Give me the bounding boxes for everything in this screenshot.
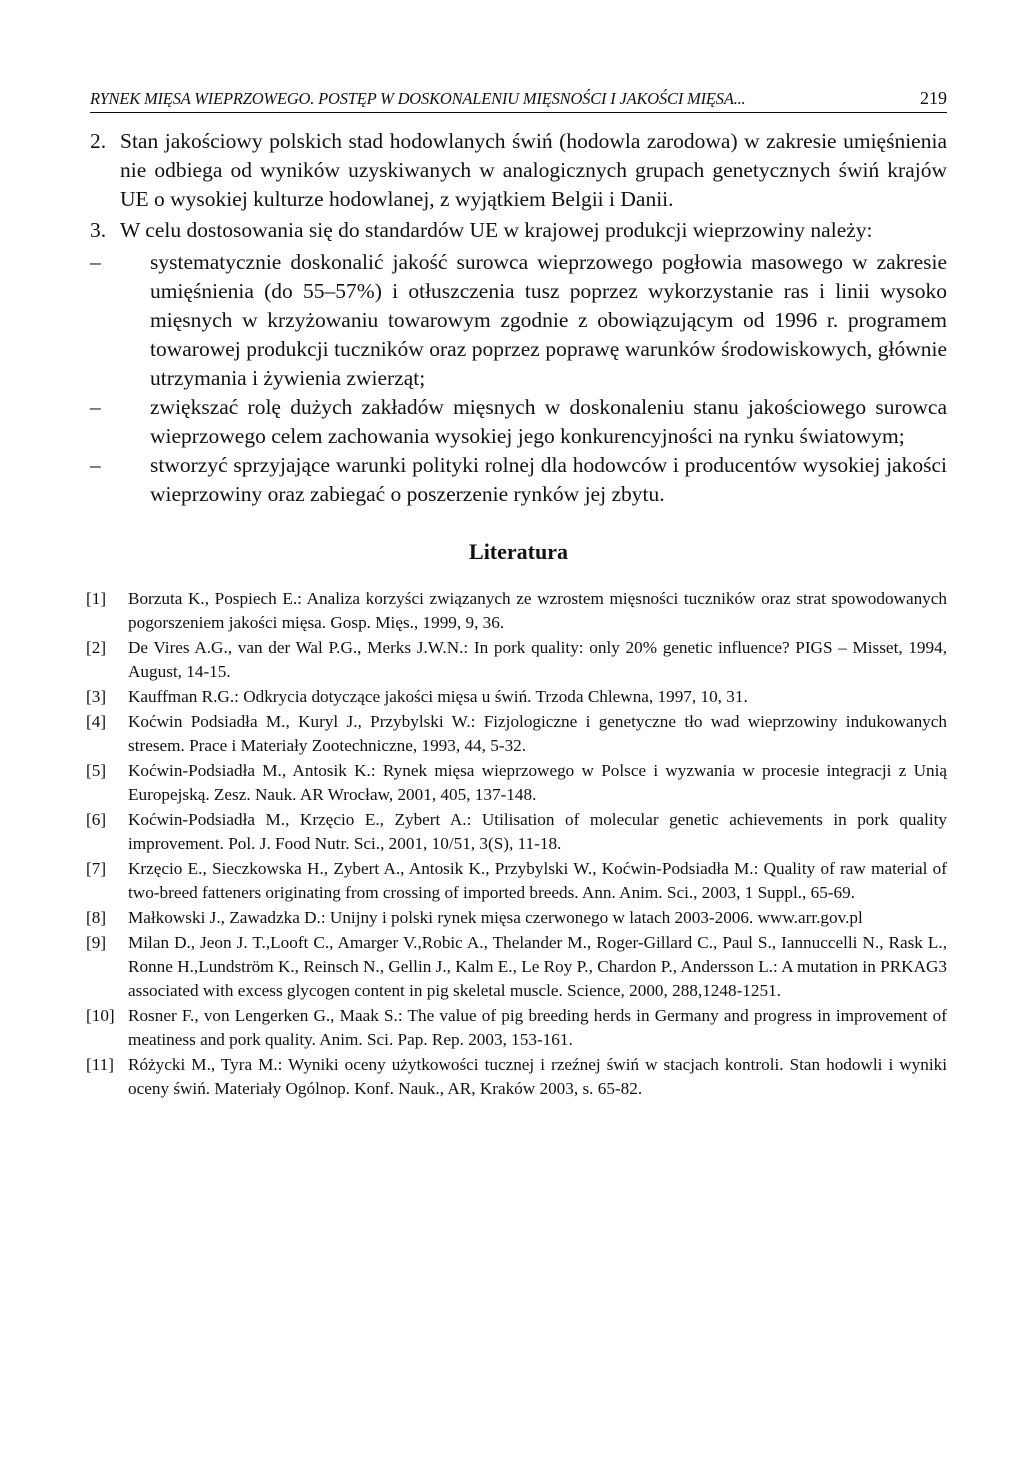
conclusion-item — [90, 216, 947, 509]
running-header — [90, 88, 947, 113]
reference-number: [8] — [86, 908, 107, 927]
running-title: RYNEK MIĘSA WIEPRZOWEGO. POSTĘP W DOSKONALENIU MIĘSNOŚCI I JAKOŚCI MIĘSA... — [90, 89, 746, 108]
reference-text: Milan D., Jeon J. T.,Looft C., Amarger V.,Robic A., Thelander M., Roger-Gillard C., Paul S., Iannuccelli N., Rask L., Ronne H.,Lundström K., Reinsch N., Gellin J., Kalm E., Le Roy P., Chardon P., Andersson L.: A mutation in PRKAG3 associated with excess glycogen content in pig skeletal muscle. Science, 2000, 288,1248-1251. — [128, 933, 947, 1000]
conclusion-item — [90, 127, 947, 214]
reference-item — [86, 710, 947, 758]
literature-heading: Literatura — [469, 539, 568, 564]
dash-text: stworzyć sprzyjające warunki polityki rolnej dla hodowców i producentów wysokiej jakości wieprzowiny oraz zabiegać o poszerzenie rynków jej zbytu. — [150, 453, 947, 506]
reference-item — [86, 1004, 947, 1052]
reference-number: [5] — [86, 761, 107, 780]
reference-number: [6] — [86, 810, 107, 829]
item-marker: 3. — [90, 218, 107, 242]
reference-text: Koćwin-Podsiadła M., Antosik K.: Rynek mięsa wieprzowego w Polsce i wyzwania w procesie integracji z Unią Europejską. Zesz. Nauk. AR Wrocław, 2001, 405, 137-148. — [128, 761, 947, 804]
reference-number: [11] — [86, 1055, 114, 1074]
reference-item — [86, 1053, 947, 1101]
reference-number: [1] — [86, 589, 107, 608]
dash-marker: – — [90, 453, 101, 477]
reference-item — [86, 685, 947, 709]
reference-text: Różycki M., Tyra M.: Wyniki oceny użytkowości tucznej i rzeźnej świń w stacjach kontroli. Stan hodowli i wyniki oceny świń. Materiały Ogólnop. Konf. Nauk., AR, Kraków 2003, s. 65-82. — [128, 1055, 947, 1098]
reference-list — [86, 587, 947, 1101]
reference-text: Kauffman R.G.: Odkrycia dotyczące jakości mięsa u świń. Trzoda Chlewna, 1997, 10, 31. — [128, 687, 748, 706]
item-content — [90, 216, 947, 509]
reference-text: Krzęcio E., Sieczkowska H., Zybert A., Antosik K., Przybylski W., Koćwin-Podsiadła M.: Quality of raw material of two-breed fatteners originating from crossing of imported breeds. Ann. Anim. Sci., 2003, 1 Suppl., 65-69. — [128, 859, 947, 902]
dash-item — [90, 393, 947, 451]
dash-item — [90, 248, 947, 393]
reference-text: Rosner F., von Lengerken G., Maak S.: The value of pig breeding herds in Germany and progress in improvement of meatiness and pork quality. Anim. Sci. Pap. Rep. 2003, 153-161. — [128, 1006, 947, 1049]
reference-number: [7] — [86, 859, 107, 878]
reference-item — [86, 906, 947, 930]
reference-item — [86, 931, 947, 1003]
page-number: 219 — [920, 88, 947, 108]
dash-marker: – — [90, 395, 101, 419]
dash-item — [90, 451, 947, 509]
dash-marker: – — [90, 250, 101, 274]
reference-item — [86, 587, 947, 635]
reference-text: Koćwin-Podsiadła M., Krzęcio E., Zybert A.: Utilisation of molecular genetic achievements in pork quality improvement. Pol. J. Food Nutr. Sci., 2001, 10/51, 3(S), 11-18. — [128, 810, 947, 853]
reference-text: Małkowski J., Zawadzka D.: Unijny i polski rynek mięsa czerwonego w latach 2003-2006. www.arr.gov.pl — [128, 908, 863, 927]
reference-number: [9] — [86, 933, 107, 952]
item-text: W celu dostosowania się do standardów UE w krajowej produkcji wieprzowiny należy: — [120, 218, 873, 242]
dash-list — [90, 248, 947, 509]
dash-text: systematycznie doskonalić jakość surowca wieprzowego pogłowia masowego w zakresie umięśnienia (do 55–57%) i otłuszczenia tusz poprzez wykorzystanie ras i linii wysoko mięsnych w krzyżowaniu towarowym zgodnie z obowiązującym od 1996 r. programem towarowej produkcji tuczników oraz poprzez poprawę warunków środowiskowych, głównie utrzymania i żywienia zwierząt; — [150, 250, 947, 390]
reference-number: [2] — [86, 638, 107, 657]
reference-item — [86, 636, 947, 684]
reference-item — [86, 759, 947, 807]
item-text: Stan jakościowy polskich stad hodowlanych świń (hodowla zarodowa) w zakresie umięśnienia nie odbiega od wyników uzyskiwanych w analogicznych grupach genetycznych świń krajów UE o wysokiej kulturze hodowlanej, z wyjątkiem Belgii i Danii. — [120, 129, 947, 211]
page — [86, 88, 947, 1102]
reference-number: [4] — [86, 712, 107, 731]
reference-item — [86, 857, 947, 905]
reference-text: De Vires A.G., van der Wal P.G., Merks J.W.N.: In pork quality: only 20% genetic influence? PIGS – Misset, 1994, August, 14-15. — [128, 638, 947, 681]
reference-number: [3] — [86, 687, 107, 706]
conclusions-body — [90, 127, 947, 509]
dash-text: zwiększać rolę dużych zakładów mięsnych w doskonaleniu stanu jakościowego surowca wieprzowego celem zachowania wysokiej jego konkurencyjności na rynku światowym; — [150, 395, 947, 448]
reference-text: Koćwin Podsiadła M., Kuryl J., Przybylski W.: Fizjologiczne i genetyczne tło wad wieprzowiny indukowanych stresem. Prace i Materiały Zootechniczne, 1993, 44, 5-32. — [128, 712, 947, 755]
reference-text: Borzuta K., Pospiech E.: Analiza korzyści związanych ze wzrostem mięsności tuczników oraz strat spowodowanych pogorszeniem jakości mięsa. Gosp. Mięs., 1999, 9, 36. — [128, 589, 947, 632]
reference-item — [86, 808, 947, 856]
reference-number: [10] — [86, 1006, 115, 1025]
item-marker: 2. — [90, 129, 107, 153]
